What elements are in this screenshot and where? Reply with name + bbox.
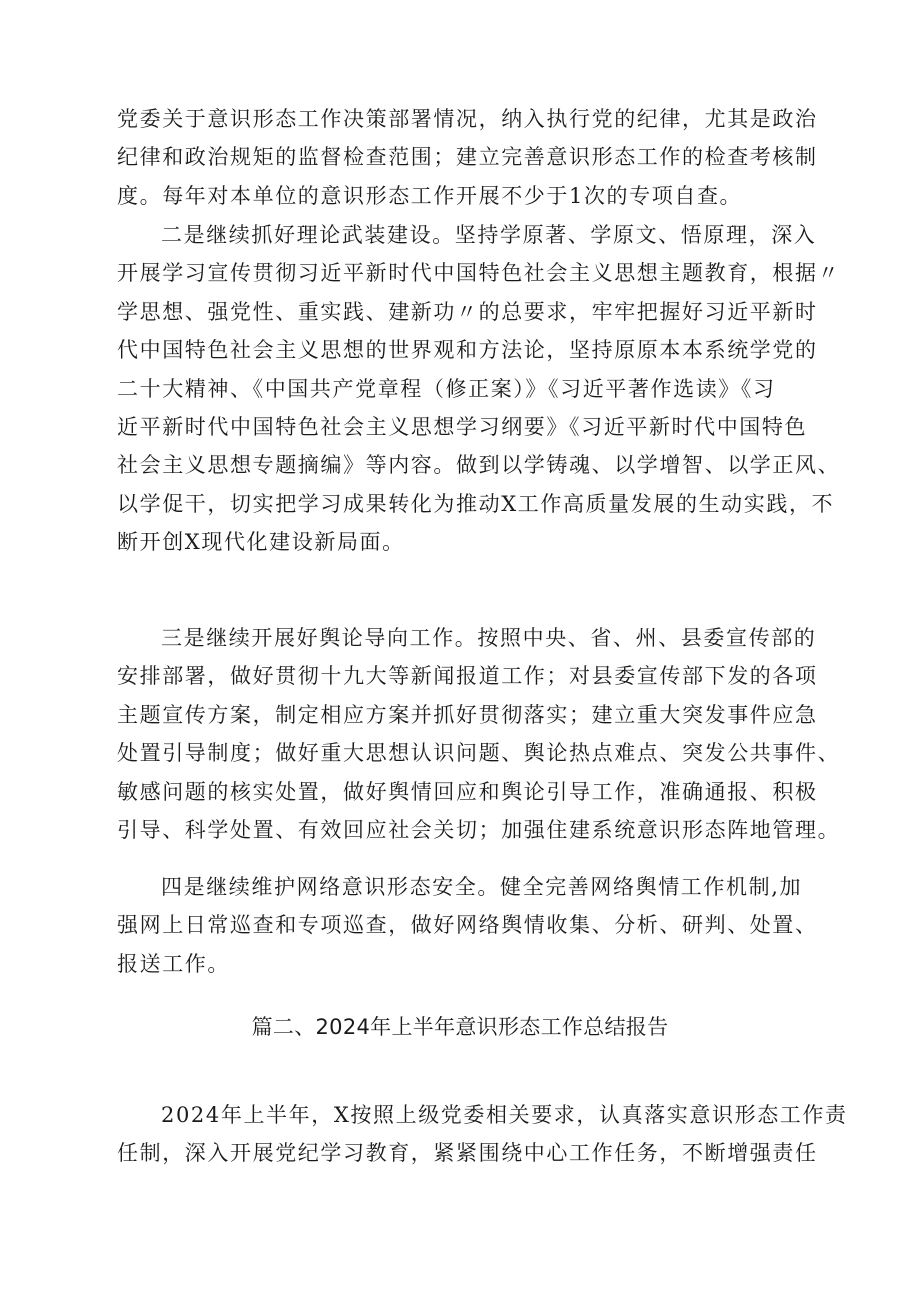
text-line: 开展学习宣传贯彻习近平新时代中国特色社会主义思想主题教育，根据〃: [117, 261, 841, 286]
text-line: 2024年上半年，X按照上级党委相关要求，认真落实意识形态工作责: [161, 1103, 848, 1127]
text-line: 任制，深入开展党纪学习教育，紧紧围绕中心工作任务，不断增强责任: [117, 1141, 818, 1166]
text-line: 二十大精神、《中国共产党章程（修正案）》《习近平著作选读》《习: [117, 376, 776, 401]
paragraph-public-opinion: [117, 619, 841, 849]
text-line: 学思想、强党性、重实践、建新功〃的总要求，牢牢把握好习近平新时: [117, 299, 818, 324]
text-line: 报送工作。: [117, 951, 230, 976]
text-line: 三是继续开展好舆论导向工作。按照中央、省、州、县委宣传部的: [161, 626, 817, 650]
paragraph-theory-study: [117, 216, 841, 562]
text-line: 主题宣传方案，制定相应方案并抓好贯彻落实；建立重大突发事件应急: [117, 702, 818, 727]
text-line: 二是继续抓好理论武装建设。坚持学原著、学原文、悟原理，深入: [161, 223, 817, 247]
text-line: 以学促干，切实把学习成果转化为推动X工作高质量发展的生动实践，不: [117, 491, 835, 516]
text-line: 断开创X现代化建设新局面。: [117, 530, 405, 555]
text-line: 敏感问题的核实处置，做好舆情回应和舆论引导工作，准确通报、积极: [117, 779, 818, 804]
paragraph-network-security: [117, 868, 832, 983]
paragraph-report-intro: [117, 1096, 848, 1173]
text-line: 强网上日常巡查和专项巡查，做好网络舆情收集、分析、研判、处置、: [117, 913, 818, 938]
text-line: 安排部署，做好贯彻十九大等新闻报道工作；对县委宣传部下发的各项: [117, 664, 818, 689]
text-line: 代中国特色社会主义思想的世界观和方法论，坚持原原本本系统学党的: [117, 338, 818, 363]
text-line: 党委关于意识形态工作决策部署情况，纳入执行党的纪律，尤其是政治: [117, 107, 818, 131]
text-line: 四是继续维护网络意识形态安全。健全完善网络舆情工作机制,加: [161, 875, 803, 899]
text-line: 度。每年对本单位的意识形态工作开展不少于1次的专项自查。: [117, 183, 743, 208]
text-line: 处置引导制度；做好重大思想认识问题、舆论热点难点、突发公共事件、: [117, 741, 841, 766]
section-heading: 篇二、2024年上半年意识形态工作总结报告: [251, 1015, 669, 1039]
text-line: 社会主义思想专题摘编》等内容。做到以学铸魂、以学增智、以学正风、: [117, 453, 841, 478]
text-line: 纪律和政治规矩的监督检查范围；建立完善意识形态工作的检查考核制: [117, 145, 818, 170]
paragraph-organization-supervision: [117, 100, 832, 215]
text-line: 引导、科学处置、有效回应社会关切；加强住建系统意识形态阵地管理。: [117, 817, 841, 842]
text-line: 近平新时代中国特色社会主义思想学习纲要》《习近平新时代中国特色: [117, 414, 808, 439]
